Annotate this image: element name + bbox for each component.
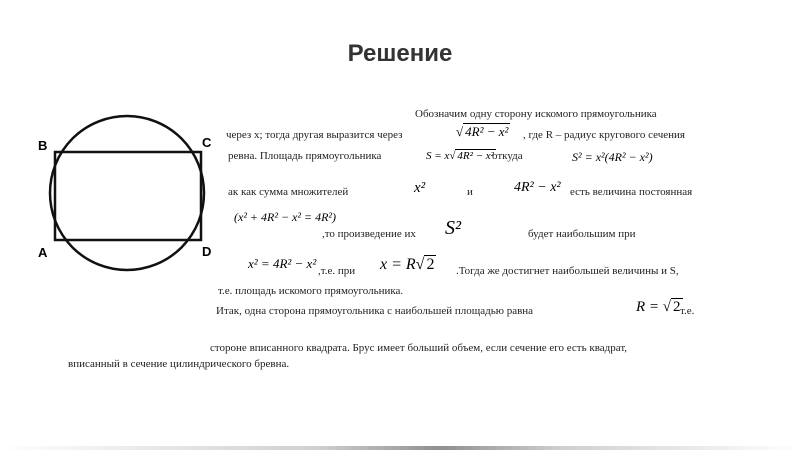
formula-area-lhs: S = x bbox=[426, 150, 450, 162]
text-line-2b: , где R – радиус кругового сечения bbox=[523, 129, 685, 141]
vertex-label-c: C bbox=[202, 135, 212, 150]
text-line-9: стороне вписанного квадрата. Брус имеет больший объем, если сечение его есть квадрат, bbox=[210, 342, 628, 354]
text-line-4a: ак как сумма множителей bbox=[228, 186, 349, 198]
formula-area: S = x√ 4R² − x² bbox=[426, 150, 494, 162]
text-line-6a: ,т.е. при bbox=[318, 265, 356, 277]
text-line-3a: ревна. Площадь прямоугольника bbox=[228, 150, 382, 162]
text-line-3b: откуда bbox=[492, 150, 523, 162]
log-cross-section-circle bbox=[50, 116, 204, 270]
formula-equal-factors: x² = 4R² − x² bbox=[248, 256, 317, 271]
text-line-2a: через x; тогда другая выразится через bbox=[226, 129, 403, 141]
bottom-divider bbox=[0, 446, 800, 450]
formula-s-squared: S² bbox=[445, 217, 461, 239]
text-line-10: вписанный в сечение цилиндрического бревна. bbox=[68, 358, 290, 370]
formula-sqrt-other-side: √ 4R² − x² bbox=[456, 124, 509, 139]
text-line-8a: Итак, одна сторона прямоугольника с наибольшей площадью равна bbox=[216, 305, 534, 317]
vertex-label-d: D bbox=[202, 244, 212, 259]
formula-area-radicand: 4R² − x² bbox=[457, 150, 494, 162]
formula-x-value: x = R√ 2 bbox=[380, 256, 435, 273]
formula-side-value-radicand: 2 bbox=[673, 299, 681, 315]
vertex-label-a: A bbox=[38, 245, 48, 260]
formula-x-value-radicand: 2 bbox=[426, 256, 435, 273]
text-line-7: т.е. площадь искомого прямоугольника. bbox=[218, 285, 404, 297]
text-line-5a: ,то произведение их bbox=[322, 228, 416, 240]
formula-x-value-lhs: x = R bbox=[380, 256, 416, 273]
inscribed-rectangle bbox=[55, 152, 201, 240]
text-line-1: Обозначим одну сторону искомого прямоугольника bbox=[415, 108, 657, 120]
formula-area-squared: S² = x²(4R² − x²) bbox=[572, 150, 653, 164]
text-line-5b: будет наибольшим при bbox=[528, 228, 636, 240]
text-line-4b: и bbox=[467, 186, 473, 198]
formula-sqrt-radicand: 4R² − x² bbox=[465, 124, 509, 139]
formula-side-value: R = √ 2 bbox=[636, 299, 681, 315]
formula-second-factor: 4R² − x² bbox=[514, 180, 561, 195]
text-line-4c: есть величина постоянная bbox=[570, 186, 693, 198]
vertex-label-b: B bbox=[38, 138, 48, 153]
formula-x-squared: x² bbox=[414, 180, 426, 196]
formula-sum: (x² + 4R² − x² = 4R²) bbox=[234, 210, 336, 224]
formula-side-value-lhs: R = bbox=[636, 299, 663, 315]
text-line-8b: т.е. bbox=[680, 305, 695, 317]
text-line-6b: .Тогда же достигнет наибольшей величины и S, bbox=[456, 265, 679, 277]
page-title: Решение bbox=[347, 40, 453, 67]
circle-rectangle-figure bbox=[34, 114, 224, 274]
